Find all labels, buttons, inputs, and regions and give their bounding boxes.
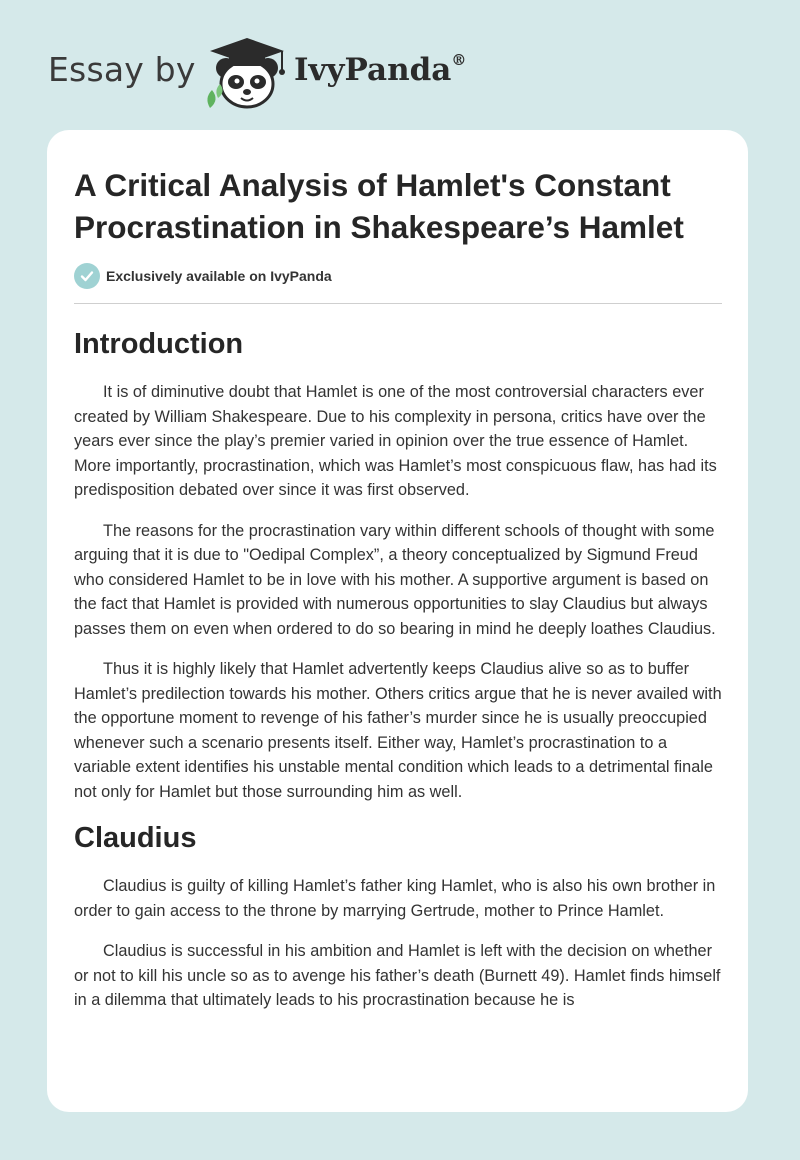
divider	[74, 303, 722, 304]
brand-name: IvyPanda®	[294, 50, 467, 88]
exclusive-label: Exclusively available on IvyPanda	[106, 268, 332, 284]
paragraph: Thus it is highly likely that Hamlet advertently keeps Claudius alive so as to buffer Hamlet’s predilection towards his mother. Others critics argue that he is never availed with the opportune moment to revenge of his father’s murder since he is usually preoccupied whenever such a scenario presents itself. Either way, Hamlet’s procrastination to a variable extent identifies his unstable mental condition which leads to a detrimental finale not only for Hamlet but those surrounding him as well.	[74, 660, 722, 801]
paragraph: Claudius is guilty of killing Hamlet’s father king Hamlet, who is also his own brother in order to gain access to the throne by marrying Gertrude, mother to Prince Hamlet.	[74, 877, 716, 920]
section-heading-claudius: Claudius	[74, 822, 197, 854]
essay-card	[47, 130, 748, 1112]
panda-graduate-icon	[202, 34, 292, 110]
paragraph: It is of diminutive doubt that Hamlet is one of the most controversial characters ever created by William Shakespeare. Due to his complexity in persona, critics have over the years ever since the play’s premier varied in opinion over the true essence of Hamlet. More importantly, procrastination, which was Hamlet’s most conspicuous flaw, has had its predisposition debated over since it was first observed.	[74, 383, 717, 499]
essay-body	[74, 318, 724, 1013]
paragraph: The reasons for the procrastination vary within different schools of thought with some arguing that it is due to "Oedipal Complex”, a theory conceptualized by Sigmund Freud who considered Hamlet to be in love with his mother. A supportive argument is based on the fact that Hamlet is provided with numerous opportunities to slay Claudius but always passes them on even when ordered to do so bearing in mind he deeply loathes Claudius.	[74, 521, 716, 638]
page-title: A Critical Analysis of Hamlet's Constant Procrastination in Shakespeare’s Hamlet	[74, 167, 684, 245]
paragraph: Claudius is successful in his ambition and Hamlet is left with the decision on whether or not to kill his uncle so as to avenge his father’s death (Burnett 49). Hamlet finds himself in a dilemma that ultimately leads to his procrastination because he is	[74, 942, 721, 1009]
section-heading-introduction: Introduction	[74, 328, 244, 360]
exclusive-badge	[74, 263, 332, 289]
check-icon	[74, 263, 100, 289]
brand-prefix: Essay by	[48, 50, 196, 89]
brand-header[interactable]	[48, 30, 508, 110]
